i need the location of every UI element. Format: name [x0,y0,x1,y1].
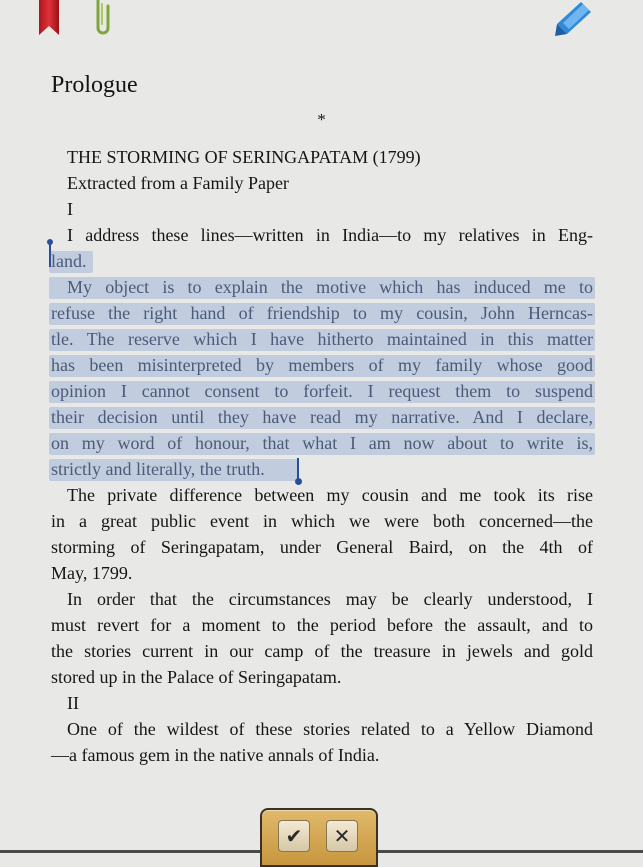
paperclip-icon[interactable] [93,0,113,43]
text-line[interactable]: in a great public event in which we were both concerned—the [51,511,593,531]
section-number[interactable]: I [67,199,73,219]
text-line-highlighted[interactable]: on my word of honour, that what I am now about to write is, [51,433,593,453]
text-line-highlighted[interactable]: has been misinterpreted by members of my family whose good [51,355,593,375]
text-line[interactable]: The private difference between my cousin and me took its rise [67,485,593,505]
section-heading[interactable]: THE STORMING OF SERINGAPATAM (1799) [67,147,421,167]
text-line[interactable]: May, 1799. [51,563,133,583]
top-toolbar [0,0,643,44]
text-line[interactable]: the stories current in our camp of the treasure in jewels and gold [51,641,593,661]
text-line[interactable]: must revert for a moment to the period before the assault, and to [51,615,593,635]
text-line[interactable]: stored up in the Palace of Seringapatam. [51,667,342,687]
selection-toolbar [260,808,378,867]
selection-start-caret [49,243,51,267]
text-line[interactable]: I address these lines—written in India—to my relatives in Eng- [67,225,593,245]
selection-end-caret [297,458,299,480]
text-line-highlighted[interactable]: opinion I cannot consent to forfeit. I request them to suspend [51,381,593,401]
accept-button[interactable]: ✔ [278,820,310,852]
cancel-button[interactable]: ✕ [326,820,358,852]
text-line[interactable]: One of the wildest of these stories related to a Yellow Diamond [67,719,593,739]
section-subheading[interactable]: Extracted from a Family Paper [67,173,289,193]
text-line[interactable]: storming of Seringapatam, under General Baird, on the 4th of [51,537,593,557]
text-line[interactable]: In order that the circumstances may be clearly understood, I [67,589,593,609]
text-line-highlighted[interactable]: land. [51,251,87,271]
chapter-title: Prologue [51,72,138,98]
text-line-highlighted[interactable]: tle. The reserve which I have hitherto maintained in this matter [51,329,593,349]
text-line-highlighted[interactable]: strictly and literally, the truth. [51,459,265,479]
section-asterism: * [317,110,326,129]
bookmark-icon[interactable] [38,0,60,41]
selection-end-handle[interactable] [295,478,302,485]
text-line[interactable]: —a famous gem in the native annals of India. [51,745,380,765]
section-number[interactable]: II [67,693,79,713]
text-line-highlighted[interactable]: My object is to explain the motive which has induced me to [67,277,593,297]
text-line-highlighted[interactable]: refuse the right hand of friendship to my cousin, John Herncas- [51,303,593,323]
text-line-highlighted[interactable]: their decision until they have read my narrative. And I declare, [51,407,593,427]
highlighter-icon[interactable] [551,0,593,43]
